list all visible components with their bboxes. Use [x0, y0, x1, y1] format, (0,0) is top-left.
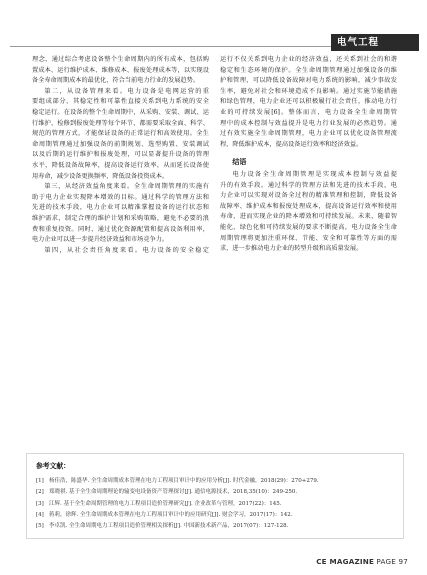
- text-line: 命周期管理通过加强设备的前期规划、选型购置、安装调试: [32, 140, 209, 148]
- paragraph: [32, 87, 209, 182]
- text-line: 先进的技术手段，电力企业可以精准掌握设备的运行状态和: [32, 204, 209, 212]
- text-line: 力企业可以实现对设备全过程的精准管理和控制，降低设备: [220, 192, 397, 200]
- header-rule: [10, 46, 331, 47]
- references-title: 参考文献：: [36, 462, 70, 470]
- text-line: 生率，避免对社会和环境造成不良影响。通过实施节能措施: [220, 87, 397, 95]
- reference-item: [36, 499, 394, 510]
- text-line: 水平，降低设备故障率，提高设备运行效率，从而延长设备使: [32, 161, 209, 169]
- text-line: 过有效实施全生命周期管理，电力企业可以优化设备管理流: [220, 130, 397, 138]
- text-line: 护和管理，可以降低设备故障对电力系统的影响，减少事故发: [220, 77, 397, 85]
- text-line: 理中的成本控制与效益提升是电力行业发展的必然趋势。通: [220, 119, 397, 127]
- reference-number: [3]: [36, 500, 44, 507]
- section-label: 电气工程: [331, 34, 419, 51]
- reference-item: [36, 510, 394, 521]
- reference-text: 李卓凯. 全生命周期电力工程项目造价管理相关探析[J]. 中国新技术新产品，2017(07)：127-128.: [49, 523, 289, 530]
- text-line: 维护需求，制定合理的维护计划和采购策略，避免不必要的浪: [32, 214, 209, 222]
- text-line: 升的有效手段。通过科学的管理方法和先进的技术手段，电: [220, 181, 397, 189]
- reference-number: [5]: [36, 523, 44, 530]
- text-line: 电力企业可以进一步提升经济效益和市场竞争力。: [32, 236, 169, 244]
- text-line: 寿命，进而实现企业的降本增效和可持续发展。未来，随着智: [220, 213, 397, 221]
- text-line: 第二，从设备管理来看。电力设备是电网运营的重: [44, 87, 209, 95]
- text-line: 能化、绿色化和可持续发展的要求不断提高，电力设备全生命: [220, 223, 397, 231]
- text-line: 行维护、检修到报废处理等每个环节，都需要采取全面、科学、: [32, 119, 209, 127]
- right-column: [220, 55, 397, 255]
- text-line: 稳定和生态环境的保护。全生命周期管理通过加强设备的维: [220, 66, 397, 74]
- paragraph: [220, 55, 397, 150]
- magazine-name: CE MAGAZINE: [316, 557, 375, 566]
- text-line: 程，降低维护成本，提高设备运行效率和经济效益。: [220, 140, 363, 148]
- text-line: 周期管理将更加注重环保、节能、安全和可靠性等方面的需: [220, 234, 397, 242]
- text-line: 求，进一步推动电力企业的转型升级和高质量发展。: [220, 245, 363, 253]
- paragraph: [32, 55, 209, 87]
- text-line: 规范的管理方式，才能保证设备的正常运行和高效使用。全生: [32, 130, 209, 138]
- text-line: 电力设备全生命周期管理是实现成本控制与效益提: [232, 170, 397, 178]
- reference-number: [4]: [36, 511, 44, 518]
- text-line: 费和重复投资。同时，通过优化资源配置和提高设备利用率，: [32, 225, 209, 233]
- text-line: 以及后期的运行维护和报废处理，可以显著提升设备的管理: [32, 151, 209, 159]
- text-line: 用寿命，减少设备更换频率，降低设备投资成本。: [32, 172, 169, 180]
- text-line: 业的可持续发展[6]。整体而言，电力设备全生命周期管: [220, 108, 397, 116]
- references-box: [26, 453, 404, 539]
- conclusion-paragraph: [220, 170, 397, 255]
- left-column: [32, 55, 209, 256]
- reference-text: 蒋莉，徐辉. 全生命周期成本管理在电力工程项目审计中的应用研究[J]. 财会学习，2017(17)：142.: [49, 511, 293, 518]
- reference-text: 江辉. 基于全生命周期管理的电力工程项目造价管理研究[J]. 企业改革与管理，2017(22)：145.: [49, 500, 282, 507]
- section-heading: 结语: [232, 158, 247, 167]
- reference-number: [2]: [36, 489, 44, 496]
- text-line: 要组成部分，其稳定性和可靠性直接关系到电力系统的安全: [32, 98, 209, 106]
- reference-number: [1]: [36, 478, 44, 484]
- paragraph: [32, 182, 209, 246]
- text-line: 备全寿命周期成本的最优化，符合当前电力行业的发展趋势。: [32, 77, 200, 85]
- text-line: 第四，从社会责任角度来看。电力设备的安全稳定: [44, 246, 209, 254]
- page-footer: [316, 556, 408, 568]
- text-line: 理念，通过综合考虑设备整个生命周期内的所有成本，包括购: [32, 56, 209, 63]
- paragraph: [32, 246, 209, 257]
- reference-item: [36, 521, 394, 532]
- page-number: PAGE 97: [376, 557, 408, 566]
- reference-item: [36, 476, 394, 487]
- reference-text: 杨佳浩，陈盛华. 全生命周期成本管理在电力工程项目审计中的应用分析[J]. 时代金融，2018(29)：270+279.: [49, 478, 319, 484]
- text-line: 故障率、维护成本和报废处理成本，提高设备运行效率和使用: [220, 202, 397, 210]
- text-line: 运行不仅关系到电力企业的经济效益，还关系到社会的和谐: [220, 56, 397, 63]
- text-line: 助于电力企业实现降本增效的目标。通过科学的管理方法和: [32, 193, 209, 201]
- reference-text: 郑晓祺. 基于全生命周期理论的输变电设备资产管理探讨[J]. 通信电源技术，2018,35(10)：249-250.: [49, 489, 298, 496]
- text-line: 稳定运行。在设备的整个生命周期中，从采购、安装、调试、运: [32, 108, 209, 116]
- text-line: 置成本、运行维护成本、维修成本、报废处理成本等，以实现设: [32, 66, 209, 74]
- text-line: 和绿色管理，电力企业还可以积极履行社会责任，推动电力行: [220, 98, 397, 106]
- text-line: 第三，从经济效益角度来看。全生命周期管理的实施有: [44, 183, 209, 191]
- reference-item: [36, 487, 394, 498]
